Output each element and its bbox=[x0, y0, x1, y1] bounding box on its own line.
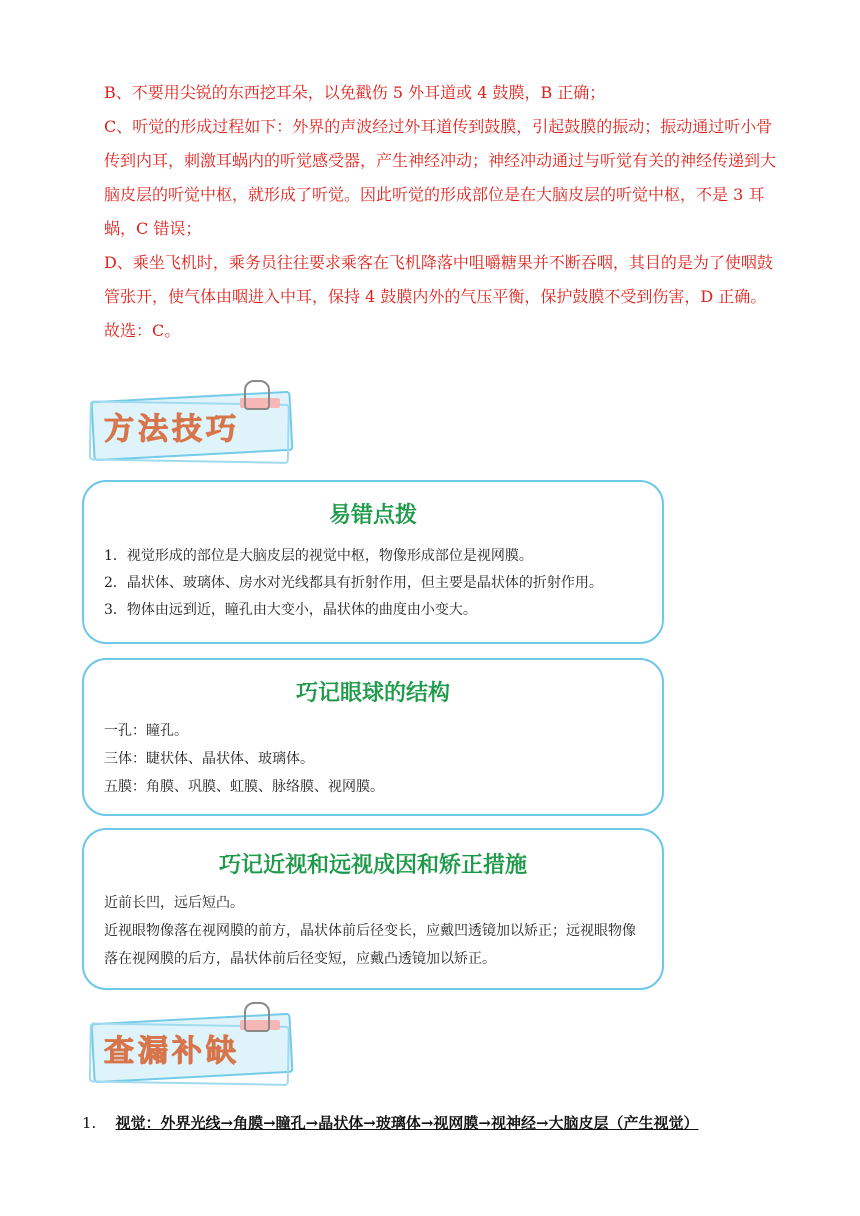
banner-label: 查漏补缺 bbox=[104, 1034, 240, 1069]
answer-line-b: B、不要用尖锐的东西挖耳朵，以免戳伤 5 外耳道或 4 鼓膜，B 正确； bbox=[104, 83, 606, 102]
tip-item: 三体：睫状体、晶状体、玻璃体。 bbox=[104, 751, 314, 767]
tip-box-common-errors bbox=[82, 480, 664, 644]
answer-explanation bbox=[104, 76, 780, 348]
box-title: 易错点拨 bbox=[328, 503, 417, 528]
tip-item: 2．晶状体、玻璃体、房水对光线都具有折射作用，但主要是晶状体的折射作用。 bbox=[104, 575, 603, 591]
box-title: 巧记近视和远视成因和矫正措施 bbox=[218, 853, 527, 878]
tip-item: 五膜：角膜、巩膜、虹膜、脉络膜、视网膜。 bbox=[104, 779, 384, 795]
tip-box-eye-structure bbox=[82, 658, 664, 816]
review-item bbox=[82, 1112, 699, 1133]
answer-line-d: D、乘坐飞机时，乘务员往往要求乘客在飞机降落中咀嚼糖果并不断吞咽，其目的是为了使咽鼓管张开，使气体由咽进入中耳，保持 4 鼓膜内外的气压平衡，保护鼓膜不受到伤害，D 正确。 bbox=[104, 253, 773, 306]
box-title: 巧记眼球的结构 bbox=[295, 681, 450, 706]
section-banner-methods bbox=[86, 388, 298, 460]
item-number: 1. bbox=[82, 1114, 97, 1132]
tip-item: 3．物体由远到近，瞳孔由大变小，晶状体的曲度由小变大。 bbox=[104, 602, 477, 618]
tip-box-myopia-hyperopia bbox=[82, 828, 664, 990]
paperclip-icon bbox=[244, 380, 270, 410]
section-banner-review bbox=[86, 1010, 298, 1082]
paperclip-icon bbox=[244, 1002, 270, 1032]
tip-item: 1．视觉形成的部位是大脑皮层的视觉中枢，物像形成部位是视网膜。 bbox=[104, 548, 533, 564]
item-text: 视觉：外界光线→角膜→瞳孔→晶状体→玻璃体→视网膜→视神经→大脑皮层（产生视觉） bbox=[115, 1114, 699, 1132]
answer-line-c: C、听觉的形成过程如下：外界的声波经过外耳道传到鼓膜，引起鼓膜的振动；振动通过听小骨传到内耳，刺激耳蜗内的听觉感受器，产生神经冲动；神经冲动通过与听觉有关的神经传递到大脑皮层的听觉中枢，就形成了听觉。因此听觉的形成部位是在大脑皮层的听觉中枢，不是 3 耳蜗，C 错误； bbox=[104, 117, 777, 238]
tip-item: 一孔：瞳孔。 bbox=[104, 723, 188, 739]
tip-paragraph: 近视眼物像落在视网膜的前方，晶状体前后径变长，应戴凹透镜加以矫正；远视眼物像落在视网膜的后方，晶状体前后径变短，应戴凸透镜加以矫正。 bbox=[104, 923, 636, 967]
answer-conclusion: 故选：C。 bbox=[104, 321, 181, 340]
tip-item: 近前长凹，远后短凸。 bbox=[104, 895, 244, 911]
banner-label: 方法技巧 bbox=[104, 412, 240, 447]
